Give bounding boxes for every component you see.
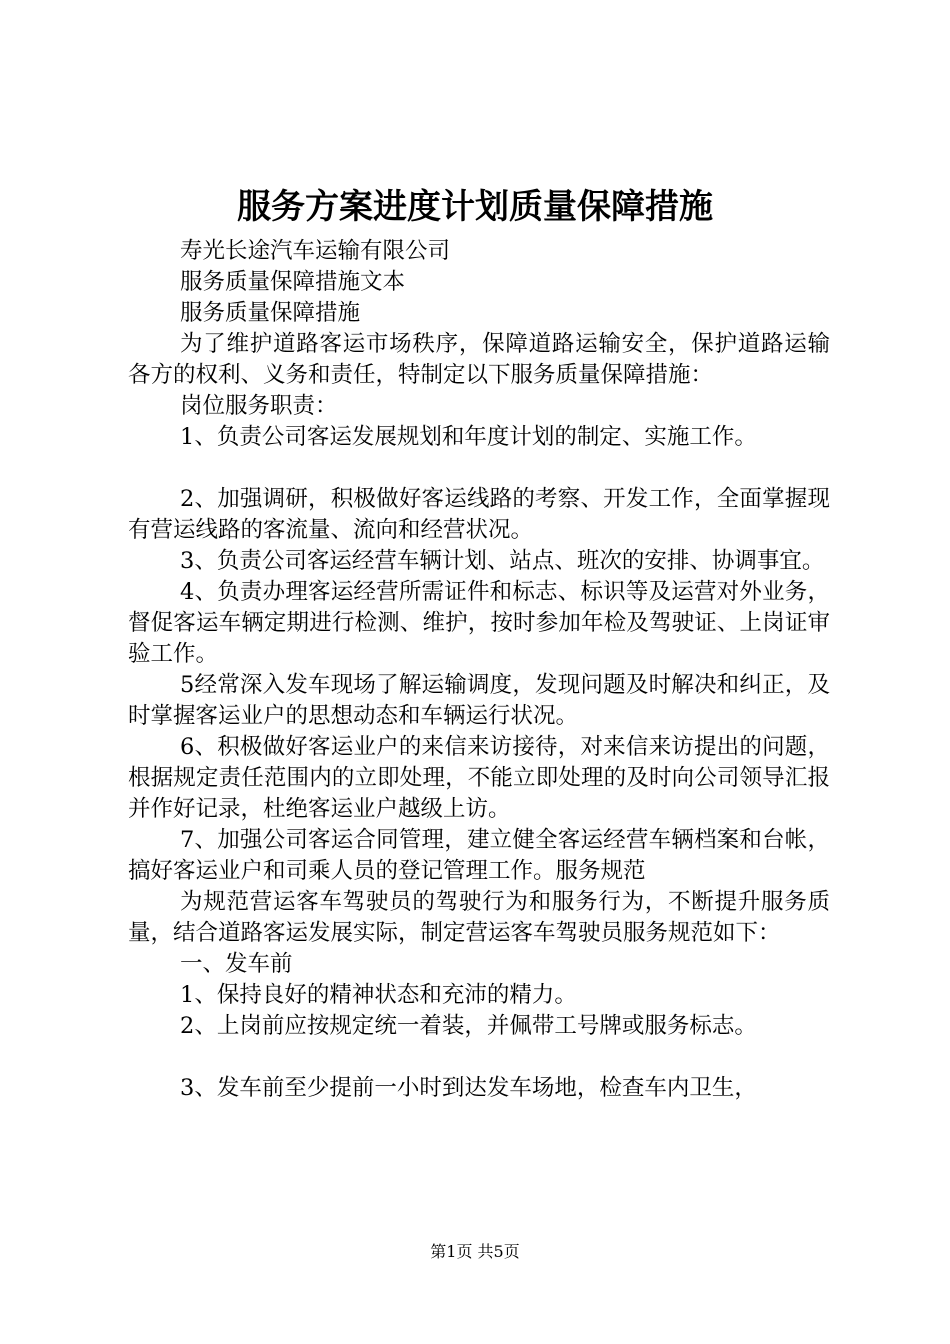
company-name: 寿光长途汽车运输有限公司 bbox=[180, 238, 451, 264]
document-body bbox=[128, 236, 830, 1104]
departure-item-1: 1、保持良好的精神状态和充沛的精力。 bbox=[180, 982, 577, 1008]
service-norms-paragraph: 为规范营运客车驾驶员的驾驶行为和服务行为，不断提升服务质量，结合道路客运发展实际，制定营运客车驾驶员服务规范如下： bbox=[128, 889, 830, 946]
duty-item-1: 1、负责公司客运发展规划和年度计划的制定、实施工作。 bbox=[180, 424, 757, 450]
duty-item-2: 2、加强调研，积极做好客运线路的考察、开发工作，全面掌握现有营运线路的客流量、流向和经营状况。 bbox=[128, 486, 830, 543]
duty-item-3: 3、负责公司客运经营车辆计划、站点、班次的安排、协调事宜。 bbox=[180, 548, 825, 574]
departure-item-2: 2、上岗前应按规定统一着装，并佩带工号牌或服务标志。 bbox=[180, 1013, 757, 1039]
duty-item-6: 6、积极做好客运业户的来信来访接待，对来信来访提出的问题，根据规定责任范围内的立即处理，不能立即处理的及时向公司领导汇报并作好记录，杜绝客运业户越级上访。 bbox=[128, 734, 830, 822]
duties-heading: 岗位服务职责： bbox=[180, 393, 338, 419]
text-heading: 服务质量保障措施文本 bbox=[180, 269, 406, 295]
duty-item-5: 5经常深入发车现场了解运输调度，发现问题及时解决和纠正，及时掌握客运业户的思想动态和车辆运行状况。 bbox=[128, 672, 830, 729]
intro-paragraph: 为了维护道路客运市场秩序，保障道路运输安全，保护道路运输各方的权利、义务和责任，特制定以下服务质量保障措施： bbox=[128, 331, 830, 388]
departure-item-3: 3、发车前至少提前一小时到达发车场地，检查车内卫生， bbox=[180, 1075, 757, 1101]
before-departure-heading: 一、发车前 bbox=[180, 951, 293, 977]
duty-item-7: 7、加强公司客运合同管理，建立健全客运经营车辆档案和台帐，搞好客运业户和司乘人员的登记管理工作。服务规范 bbox=[128, 827, 830, 884]
section-heading: 服务质量保障措施 bbox=[180, 300, 361, 326]
document-title: 服务方案进度计划质量保障措施 bbox=[237, 187, 713, 227]
page-footer: 第1页 共5页 bbox=[430, 1242, 520, 1261]
duty-item-4: 4、负责办理客运经营所需证件和标志、标识等及运营对外业务，督促客运车辆定期进行检测、维护，按时参加年检及驾驶证、上岗证审验工作。 bbox=[128, 579, 830, 667]
